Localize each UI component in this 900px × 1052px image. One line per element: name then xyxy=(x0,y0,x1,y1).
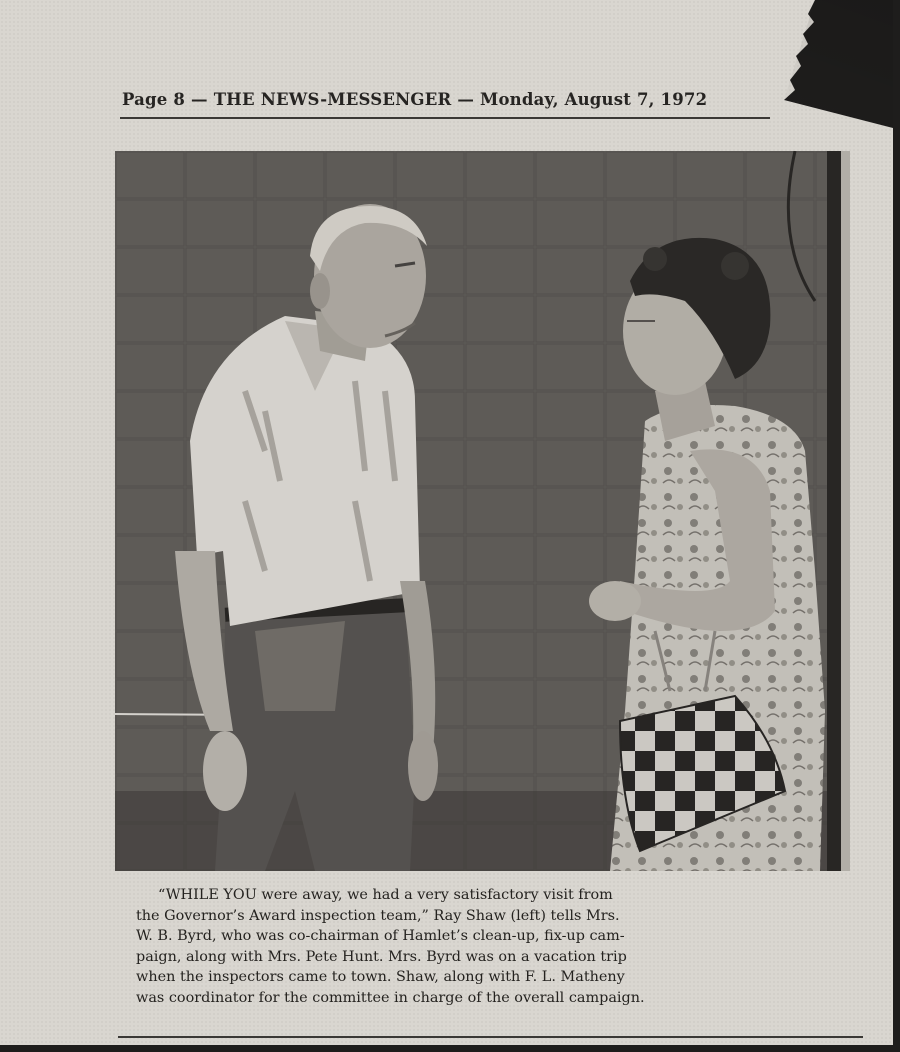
caption-line: when the inspectors came to town. Shaw, along with F. L. Matheny xyxy=(136,969,625,986)
caption-line: paign, along with Mrs. Pete Hunt. Mrs. Byrd was on a vacation trip xyxy=(136,948,627,965)
news-photo xyxy=(115,151,850,871)
photo-caption xyxy=(136,885,856,1009)
caption-line: was coordinator for the committee in charge of the overall campaign. xyxy=(136,989,645,1006)
bottom-rule xyxy=(118,1036,863,1038)
header-rule xyxy=(120,117,770,119)
page-header: Page 8 — THE NEWS-MESSENGER — Monday, August 7, 1972 xyxy=(122,90,708,109)
photo-illustration xyxy=(115,151,850,871)
caption-line: the Governor’s Award inspection team,” Ray Shaw (left) tells Mrs. xyxy=(136,907,620,924)
caption-line: “WHILE YOU were away, we had a very satisfactory visit from xyxy=(158,887,613,903)
caption-line: W. B. Byrd, who was co-chairman of Hamlet’s clean-up, fix-up cam- xyxy=(136,928,625,945)
